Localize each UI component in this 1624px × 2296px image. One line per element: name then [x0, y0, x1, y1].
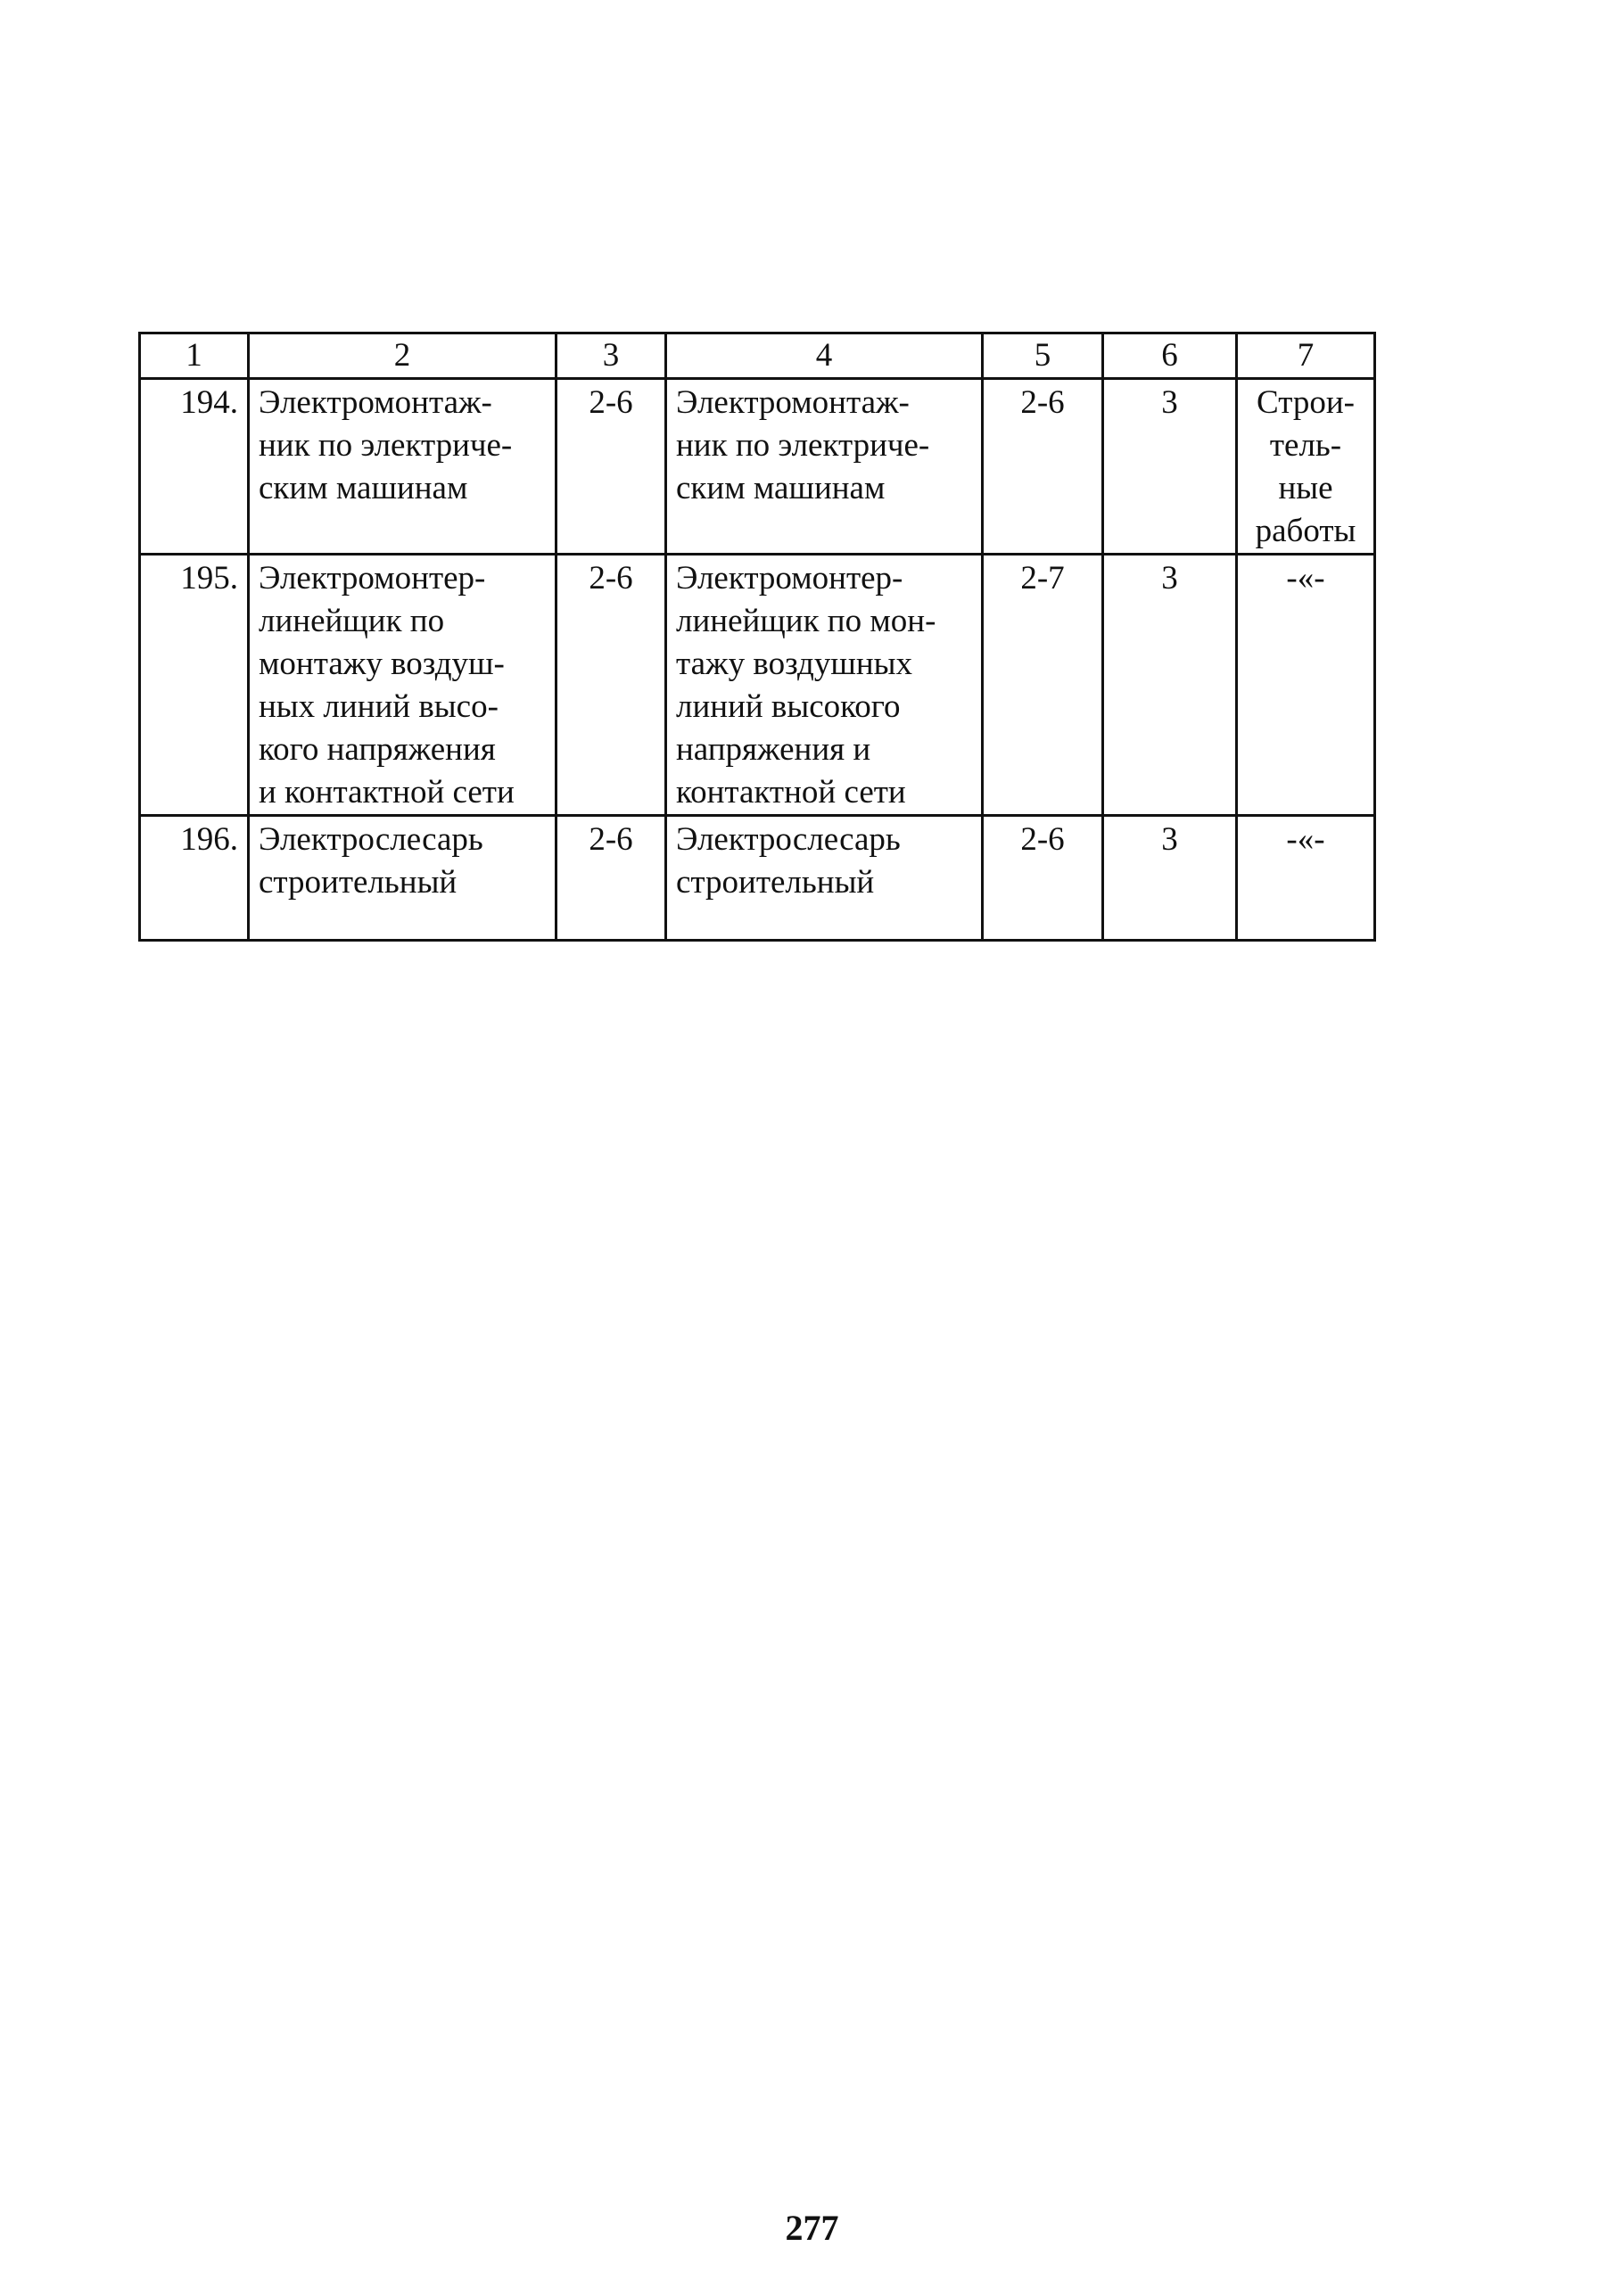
- table-header-row: [140, 333, 1375, 379]
- column-6-value: 3: [1103, 379, 1237, 555]
- page-number: 277: [785, 2208, 839, 2248]
- new-profession-name: [666, 379, 983, 555]
- text-line: ник по электриче-: [259, 427, 513, 464]
- text-line: Электромонтаж-: [259, 384, 492, 421]
- header-cell: 7: [1237, 333, 1375, 379]
- text-line: напряжения и: [676, 731, 871, 768]
- text-line: контактной сети: [676, 774, 906, 811]
- old-grade-range: 2-6: [556, 555, 666, 816]
- text-line: Электромонтер-: [676, 560, 903, 597]
- text-line: Электромонтер-: [259, 560, 486, 597]
- text-line: ных линий высо-: [259, 688, 499, 725]
- text-line: тель-: [1269, 427, 1342, 464]
- old-grade-range: 2-6: [556, 379, 666, 555]
- text-line: линейщик по: [259, 603, 445, 639]
- text-line: кого напряжения: [259, 731, 496, 768]
- text-line: строительный: [676, 864, 875, 901]
- table-row: [140, 555, 1375, 816]
- text-line: Электрослесарь: [676, 821, 901, 858]
- header-cell: 2: [249, 333, 556, 379]
- column-6-value: 3: [1103, 816, 1237, 941]
- text-line: ским машинам: [676, 470, 886, 506]
- old-profession-name: [249, 816, 556, 941]
- column-6-value: 3: [1103, 555, 1237, 816]
- sector-name: [1237, 379, 1375, 555]
- text-line: линейщик по мон-: [676, 603, 936, 639]
- professions-table: [138, 332, 1376, 942]
- old-grade-range: 2-6: [556, 816, 666, 941]
- text-line: ник по электриче-: [676, 427, 930, 464]
- table-row: [140, 816, 1375, 941]
- text-line: Строи-: [1257, 384, 1355, 421]
- new-profession-name: [666, 816, 983, 941]
- text-line: монтажу воздуш-: [259, 646, 505, 682]
- old-profession-name: [249, 555, 556, 816]
- sector-name: [1237, 816, 1375, 941]
- header-cell: 5: [983, 333, 1103, 379]
- text-line: -«-: [1286, 560, 1325, 597]
- text-line: строительный: [259, 864, 458, 901]
- sector-name: [1237, 555, 1375, 816]
- text-line: и контактной сети: [259, 774, 515, 811]
- table-row: [140, 379, 1375, 555]
- header-cell: 6: [1103, 333, 1237, 379]
- header-cell: 3: [556, 333, 666, 379]
- row-number: 195.: [140, 555, 249, 816]
- new-grade-range: 2-6: [983, 379, 1103, 555]
- old-profession-name: [249, 379, 556, 555]
- text-line: Электромонтаж-: [676, 384, 910, 421]
- text-line: тажу воздушных: [676, 646, 912, 682]
- text-line: Электрослесарь: [259, 821, 483, 858]
- new-profession-name: [666, 555, 983, 816]
- row-number: 194.: [140, 379, 249, 555]
- text-line: работы: [1255, 513, 1356, 549]
- header-cell: 4: [666, 333, 983, 379]
- text-line: ским машинам: [259, 470, 468, 506]
- text-line: ные: [1278, 470, 1333, 506]
- header-cell: 1: [140, 333, 249, 379]
- text-line: линий высокого: [676, 688, 901, 725]
- text-line: -«-: [1286, 821, 1325, 858]
- new-grade-range: 2-7: [983, 555, 1103, 816]
- new-grade-range: 2-6: [983, 816, 1103, 941]
- row-number: 196.: [140, 816, 249, 941]
